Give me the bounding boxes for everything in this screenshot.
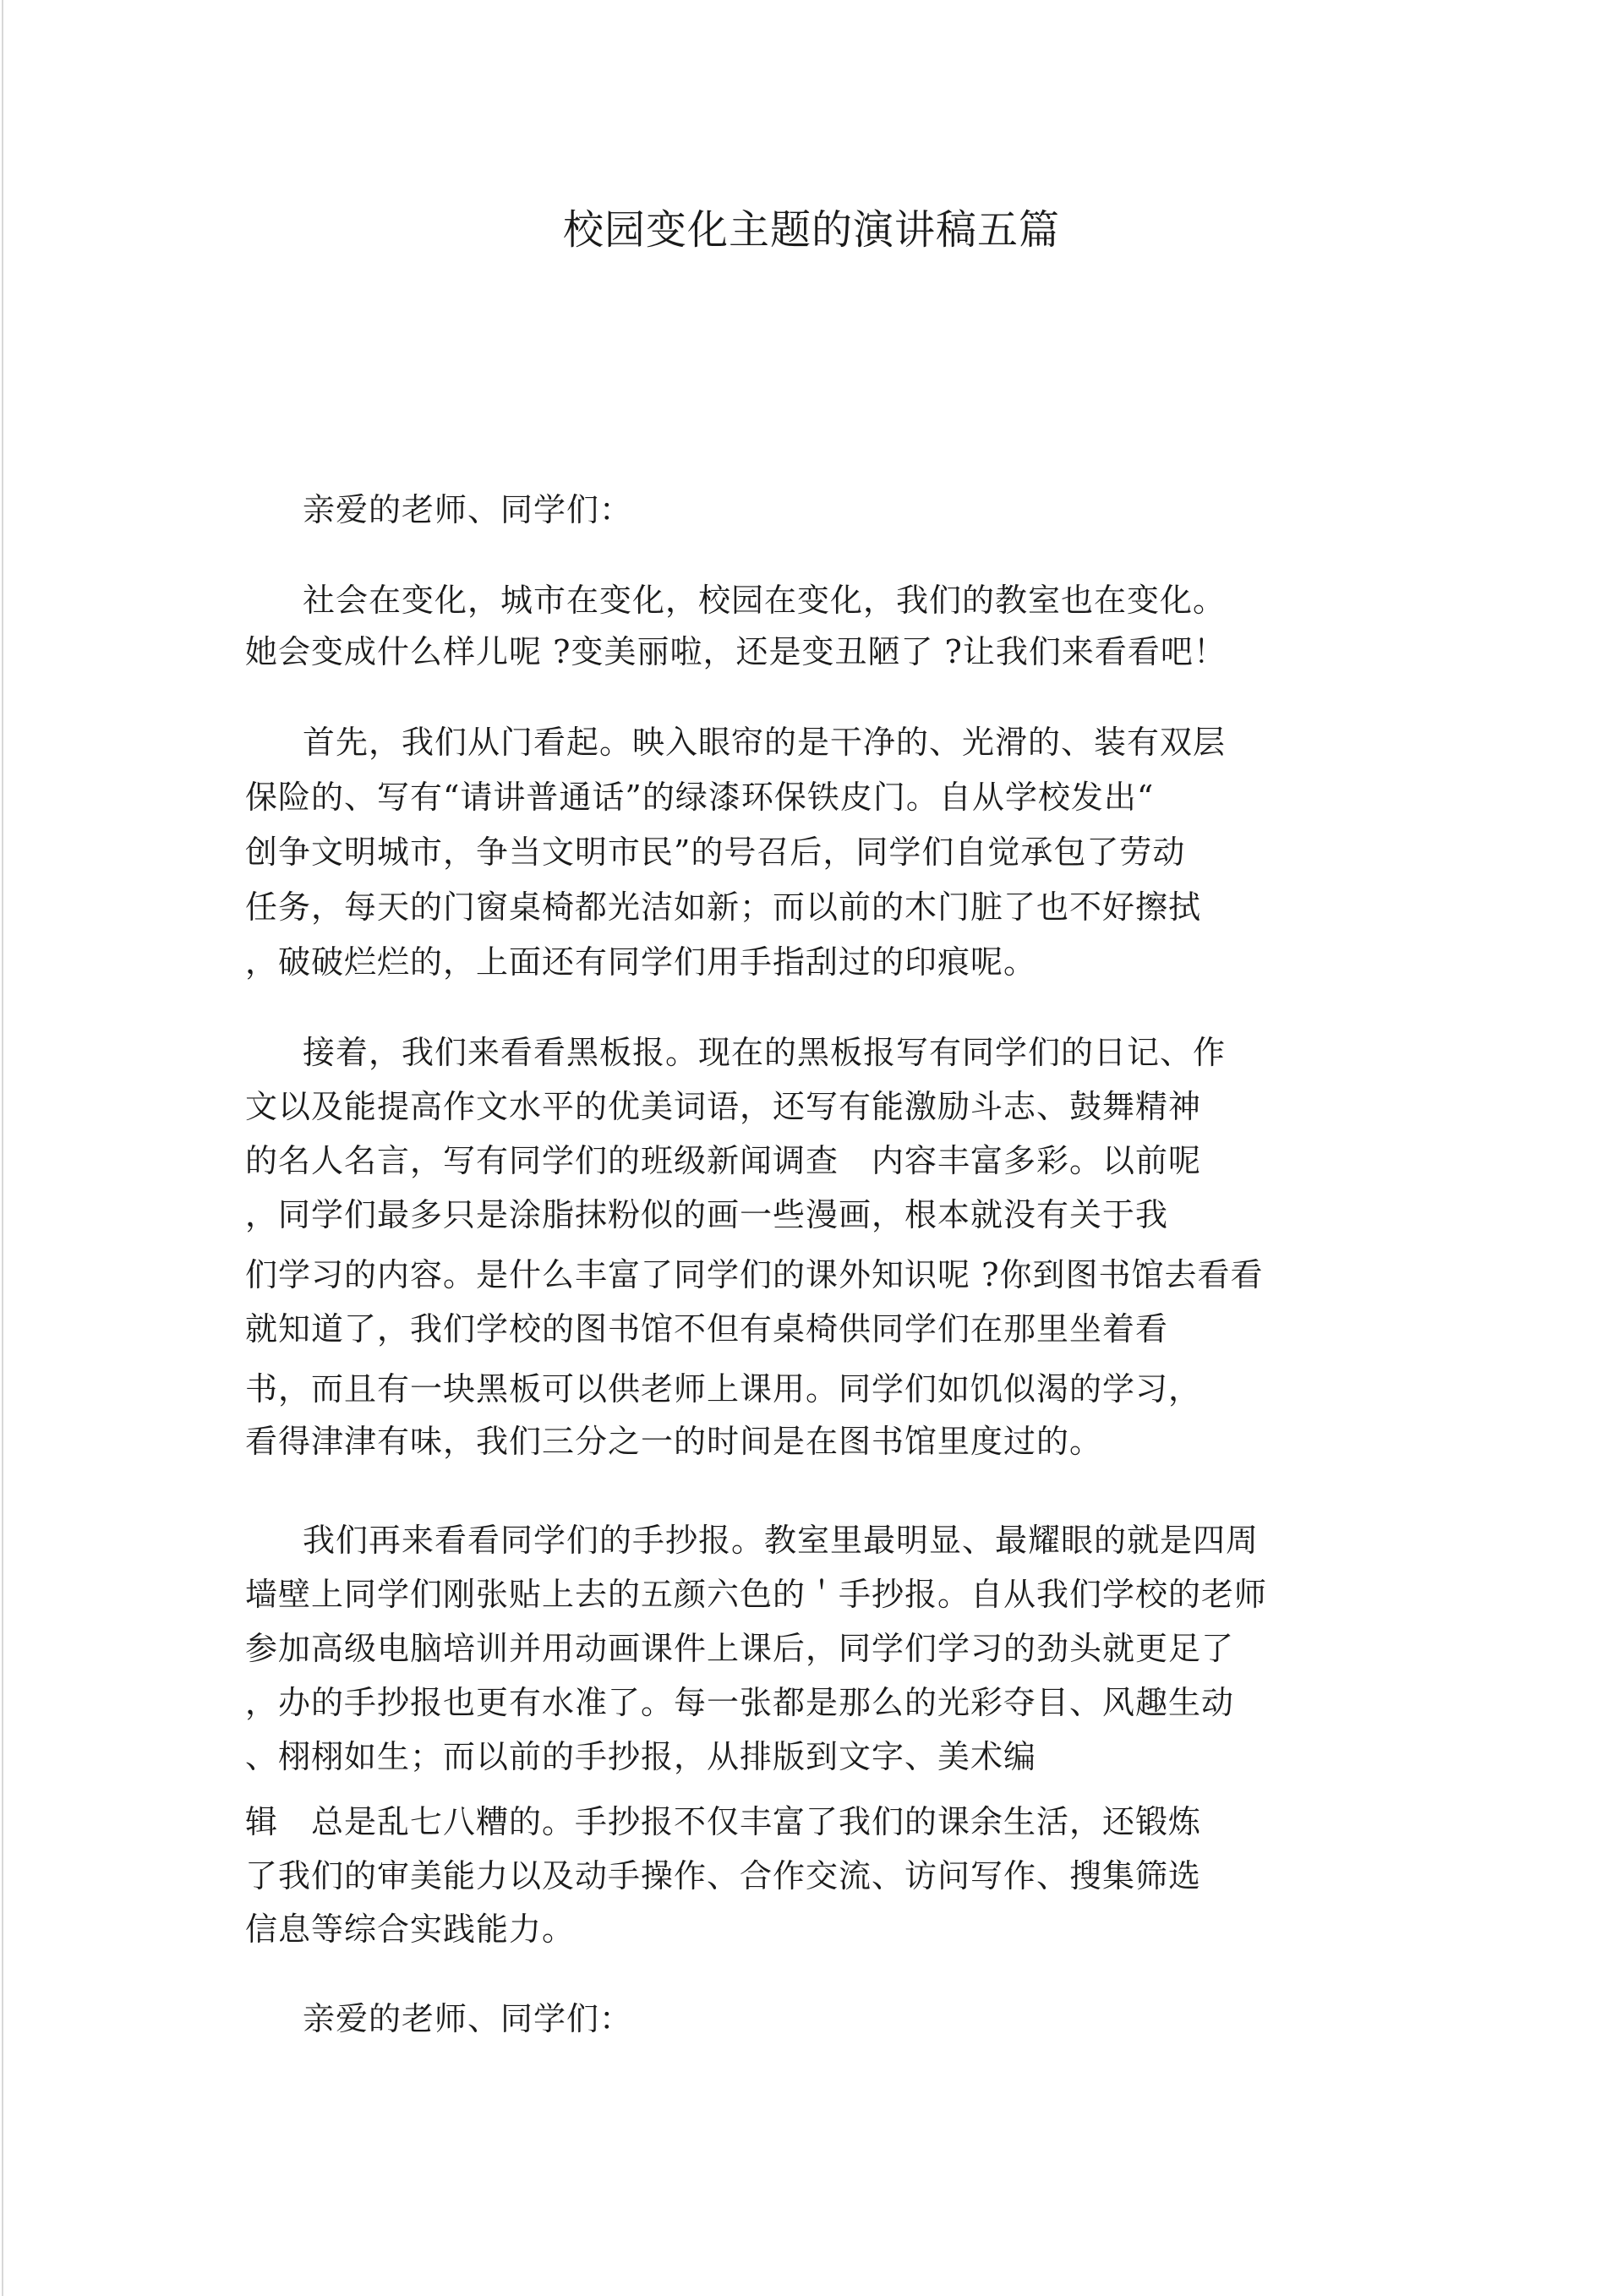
paragraph-4-line-2: 墙壁上同学们刚张贴上去的五颜六色的＇手抄报。自从我们学校的老师 [245, 1576, 1268, 1613]
paragraph-2-line-3: 创争文明城市，争当文明市民”的号召后，同学们自觉承包了劳动 [245, 834, 1186, 871]
paragraph-4-line-5: 、栩栩如生；而以前的手抄报，从排版到文字、美术编 [245, 1738, 1037, 1775]
paragraph-3-line-1: 接着，我们来看看黑板报。现在的黑板报写有同学们的日记、作 [303, 1034, 1227, 1071]
document-title: 校园变化主题的演讲稿五篇 [562, 206, 1060, 254]
paragraph-4-line-3: 参加高级电脑培训并用动画课件上课后，同学们学习的劲头就更足了 [245, 1630, 1235, 1667]
paragraph-3-line-2: 文以及能提高作文水平的优美词语，还写有能激励斗志、鼓舞精神 [245, 1088, 1202, 1125]
paragraph-4-line-7: 了我们的审美能力以及动手操作、合作交流、访问写作、搜集筛选 [245, 1857, 1202, 1894]
paragraph-2-line-5: ，破破烂烂的，上面还有同学们用手指刮过的印痕呢。 [245, 943, 1037, 981]
paragraph-3-line-5: 们学习的内容。是什么丰富了同学们的课外知识呢 ?你到图书馆去看看 [245, 1256, 1264, 1293]
paragraph-3-line-8: 看得津津有味，我们三分之一的时间是在图书馆里度过的。 [245, 1423, 1103, 1460]
paragraph-4-line-6: 辑 总是乱七八糟的。手抄报不仅丰富了我们的课余生活，还锻炼 [245, 1803, 1202, 1840]
paragraph-2-line-2: 保险的、写有“请讲普通话”的绿漆环保铁皮门。自从学校发出“ [245, 779, 1155, 816]
paragraph-2-line-4: 任务，每天的门窗桌椅都光洁如新；而以前的木门脏了也不好擦拭 [245, 888, 1202, 926]
paragraph-4-line-1: 我们再来看看同学们的手抄报。教室里最明显、最耀眼的就是四周 [303, 1522, 1260, 1559]
page-edge-rule [2, 0, 3, 2296]
paragraph-4-line-8: 信息等综合实践能力。 [245, 1911, 576, 1948]
closing-salutation-line: 亲爱的老师、同学们： [303, 2000, 633, 2037]
salutation-line: 亲爱的老师、同学们： [303, 491, 633, 528]
paragraph-1-line-1: 社会在变化，城市在变化，校园在变化，我们的教室也在变化。 [303, 582, 1227, 619]
paragraph-3-line-7: 书，而且有一块黑板可以供老师上课用。同学们如饥似渴的学习， [245, 1370, 1202, 1408]
paragraph-3-line-3: 的名人名言，写有同学们的班级新闻调查 内容丰富多彩。以前呢 [245, 1142, 1202, 1179]
paragraph-3-line-6: 就知道了，我们学校的图书馆不但有桌椅供同学们在那里坐着看 [245, 1310, 1169, 1348]
paragraph-4-line-4: ，办的手抄报也更有水准了。每一张都是那么的光彩夺目、风趣生动 [245, 1684, 1235, 1721]
paragraph-2-line-1: 首先，我们从门看起。映入眼帘的是干净的、光滑的、装有双层 [303, 724, 1227, 761]
paragraph-1-line-2: 她会变成什么样儿呢 ?变美丽啦，还是变丑陋了 ?让我们来看看吧！ [245, 633, 1227, 670]
paragraph-3-line-4: ，同学们最多只是涂脂抹粉似的画一些漫画，根本就没有关于我 [245, 1196, 1169, 1233]
